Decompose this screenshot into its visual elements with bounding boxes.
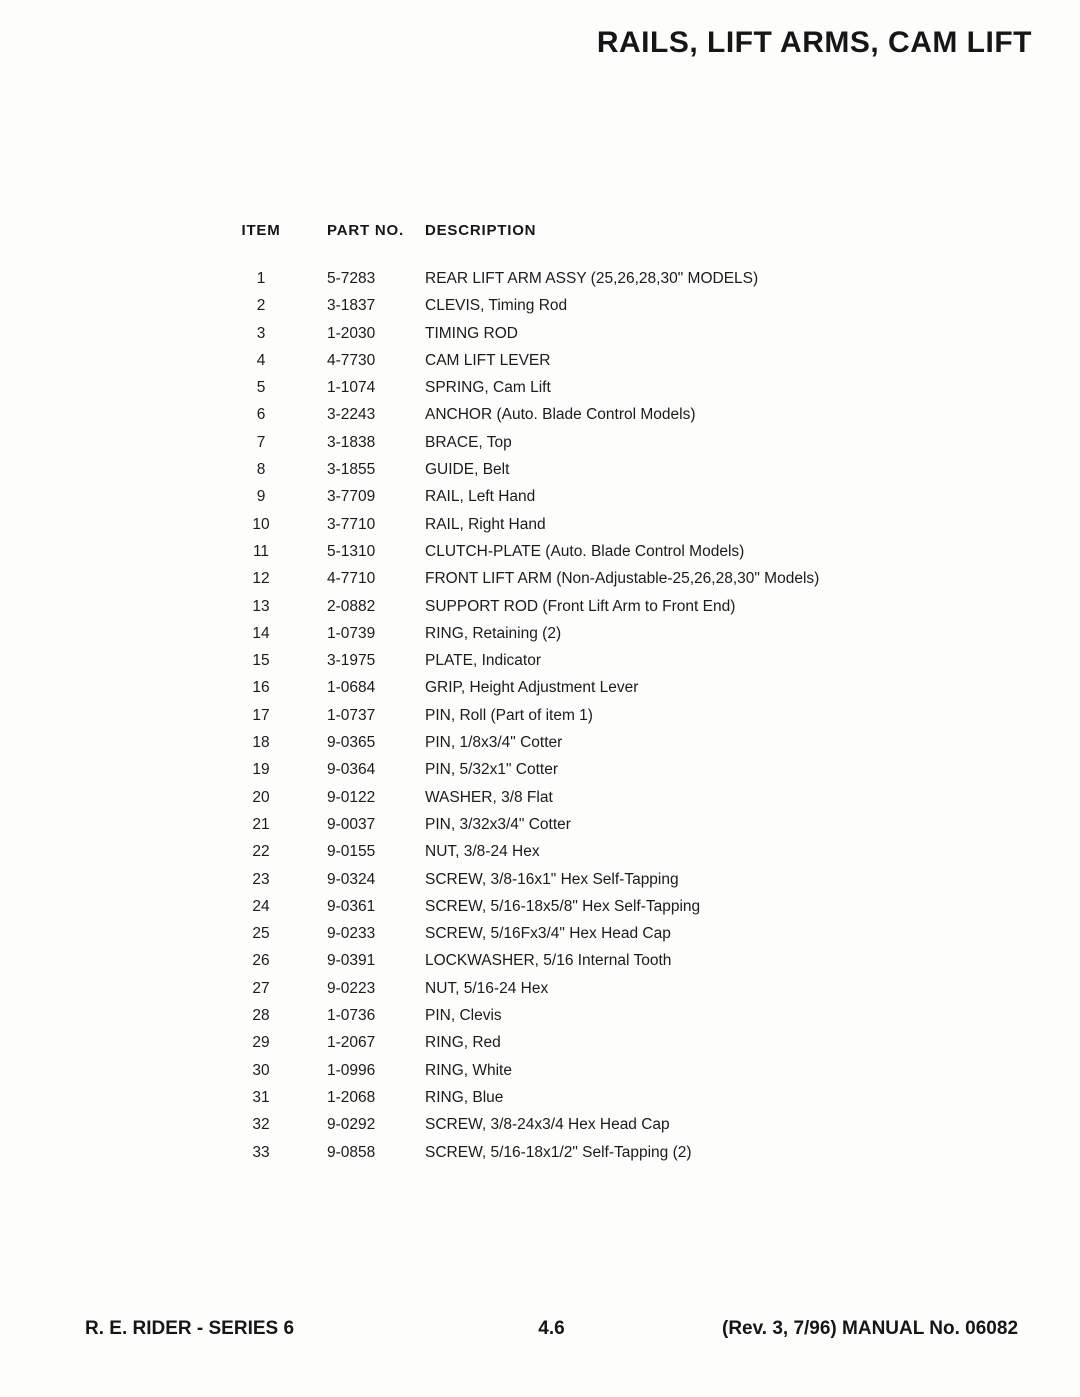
part-description: BRACE, Top	[425, 433, 512, 451]
item-number: 14	[252, 624, 270, 642]
item-number: 23	[252, 870, 270, 888]
footer-page-number: 4.6	[538, 1318, 565, 1339]
item-number: 21	[252, 815, 270, 833]
part-number: 1-1074	[327, 379, 376, 397]
item-number: 2	[256, 297, 266, 315]
part-description: SCREW, 5/16-18x1/2" Self-Tapping (2)	[425, 1143, 692, 1161]
item-number: 4	[256, 351, 266, 369]
part-description: NUT, 3/8-24 Hex	[425, 843, 540, 861]
part-number: 9-0391	[327, 952, 376, 970]
col-header-part-no: PART NO.	[327, 222, 404, 239]
part-description: PLATE, Indicator	[425, 652, 542, 670]
part-number: 1-0996	[327, 1061, 376, 1079]
part-number: 1-0739	[327, 624, 376, 642]
table-row	[238, 1029, 1040, 1056]
table-row	[238, 483, 1040, 510]
part-description: PIN, Clevis	[425, 1007, 502, 1025]
item-number: 12	[252, 570, 270, 588]
part-description: RAIL, Right Hand	[425, 515, 546, 533]
col-header-item: ITEM	[241, 222, 281, 239]
item-number: 11	[252, 542, 270, 560]
part-number: 2-0882	[327, 597, 376, 615]
part-number: 4-7710	[327, 570, 376, 588]
part-description: RING, Red	[425, 1034, 501, 1052]
part-number: 9-0292	[327, 1116, 376, 1134]
part-number: 3-7710	[327, 515, 376, 533]
item-number: 31	[252, 1088, 270, 1106]
page-footer	[85, 1318, 1018, 1340]
part-number: 3-1838	[327, 433, 376, 451]
part-number: 1-2030	[327, 324, 376, 342]
part-number: 9-0233	[327, 925, 376, 943]
table-row	[238, 866, 1040, 893]
footer-model-label: R. E. RIDER - SERIES 6	[85, 1318, 295, 1339]
part-number: 9-0037	[327, 815, 376, 833]
part-description: PIN, Roll (Part of item 1)	[425, 706, 593, 724]
part-description: SPRING, Cam Lift	[425, 379, 551, 397]
table-row	[238, 784, 1040, 811]
table-row	[238, 975, 1040, 1002]
part-description: GUIDE, Belt	[425, 461, 510, 479]
item-number: 28	[252, 1007, 270, 1025]
item-number: 16	[252, 679, 270, 697]
item-number: 18	[252, 734, 270, 752]
part-description: SCREW, 5/16Fx3/4" Hex Head Cap	[425, 925, 671, 943]
item-number: 26	[252, 952, 270, 970]
item-number: 13	[252, 597, 270, 615]
table-row	[238, 947, 1040, 974]
part-description: PIN, 3/32x3/4" Cotter	[425, 815, 571, 833]
part-description: ANCHOR (Auto. Blade Control Models)	[425, 406, 696, 424]
part-description: PIN, 1/8x3/4" Cotter	[425, 734, 563, 752]
part-description: PIN, 5/32x1" Cotter	[425, 761, 559, 779]
part-number: 1-0736	[327, 1007, 376, 1025]
item-number: 19	[252, 761, 270, 779]
part-number: 9-0364	[327, 761, 376, 779]
table-row	[238, 511, 1040, 538]
part-description: RAIL, Left Hand	[425, 488, 536, 506]
part-description: WASHER, 3/8 Flat	[425, 788, 553, 806]
table-row	[238, 1111, 1040, 1138]
table-row	[238, 292, 1040, 319]
footer-revision-label: (Rev. 3, 7/96) MANUAL No. 06082	[722, 1318, 1019, 1339]
part-number: 1-0737	[327, 706, 376, 724]
part-description: SCREW, 3/8-24x3/4 Hex Head Cap	[425, 1116, 670, 1134]
part-description: REAR LIFT ARM ASSY (25,26,28,30" MODELS)	[425, 270, 759, 287]
part-description: SCREW, 3/8-16x1" Hex Self-Tapping	[425, 870, 679, 888]
part-number: 3-1855	[327, 461, 376, 479]
parts-table	[238, 222, 1040, 1166]
part-number: 9-0365	[327, 734, 376, 752]
item-number: 1	[256, 270, 266, 287]
part-number: 1-2067	[327, 1034, 376, 1052]
table-row	[238, 838, 1040, 865]
part-description: FRONT LIFT ARM (Non-Adjustable-25,26,28,30" Models)	[425, 570, 820, 588]
part-number: 9-0155	[327, 843, 376, 861]
part-number: 9-0122	[327, 788, 376, 806]
part-number: 3-1837	[327, 297, 376, 315]
table-row	[238, 456, 1040, 483]
part-number: 1-2068	[327, 1088, 376, 1106]
part-number: 3-2243	[327, 406, 376, 424]
part-description: CLEVIS, Timing Rod	[425, 297, 568, 315]
part-description: GRIP, Height Adjustment Lever	[425, 679, 639, 697]
table-row	[238, 538, 1040, 565]
item-number: 5	[256, 379, 266, 397]
table-row	[238, 920, 1040, 947]
table-row	[238, 1139, 1040, 1166]
table-row	[238, 647, 1040, 674]
part-description: RING, Blue	[425, 1088, 504, 1106]
part-number: 9-0324	[327, 870, 376, 888]
part-number: 3-7709	[327, 488, 376, 506]
part-description: SCREW, 5/16-18x5/8" Hex Self-Tapping	[425, 897, 701, 915]
item-number: 9	[256, 488, 266, 506]
table-row	[238, 1002, 1040, 1029]
table-row	[238, 1057, 1040, 1084]
item-number: 17	[252, 706, 270, 724]
item-number: 32	[252, 1116, 270, 1134]
col-header-description: DESCRIPTION	[425, 222, 537, 239]
part-description: RING, White	[425, 1061, 512, 1079]
part-number: 5-7283	[327, 270, 376, 287]
item-number: 27	[252, 979, 270, 997]
table-row	[238, 1084, 1040, 1111]
table-row	[238, 620, 1040, 647]
item-number: 6	[256, 406, 266, 424]
item-number: 8	[256, 461, 266, 479]
item-number: 29	[252, 1034, 270, 1052]
part-number: 9-0858	[327, 1143, 376, 1161]
page-title: RAILS, LIFT ARMS, CAM LIFT	[596, 26, 1032, 59]
item-number: 10	[252, 515, 270, 533]
table-row	[238, 347, 1040, 374]
table-row	[238, 401, 1040, 428]
parts-table-header	[238, 222, 1040, 239]
item-number: 30	[252, 1061, 270, 1079]
item-number: 15	[252, 652, 270, 670]
part-description: RING, Retaining (2)	[425, 624, 562, 642]
table-row	[238, 674, 1040, 701]
table-row	[238, 374, 1040, 401]
table-row	[238, 893, 1040, 920]
table-row	[238, 756, 1040, 783]
table-row	[238, 429, 1040, 456]
item-number: 24	[252, 897, 270, 915]
part-number: 5-1310	[327, 542, 376, 560]
item-number: 22	[252, 843, 270, 861]
table-row	[238, 320, 1040, 347]
item-number: 25	[252, 925, 270, 943]
part-description: CAM LIFT LEVER	[425, 351, 551, 369]
table-row	[238, 729, 1040, 756]
item-number: 33	[252, 1143, 270, 1161]
item-number: 3	[256, 324, 266, 342]
part-description: TIMING ROD	[425, 324, 518, 342]
part-description: CLUTCH-PLATE (Auto. Blade Control Models)	[425, 542, 745, 560]
item-number: 7	[256, 433, 266, 451]
table-row	[238, 265, 1040, 292]
part-description: SUPPORT ROD (Front Lift Arm to Front End)	[425, 597, 736, 615]
table-row	[238, 702, 1040, 729]
part-description: NUT, 5/16-24 Hex	[425, 979, 549, 997]
part-number: 3-1975	[327, 652, 376, 670]
part-number: 9-0223	[327, 979, 376, 997]
table-row	[238, 811, 1040, 838]
item-number: 20	[252, 788, 270, 806]
part-number: 1-0684	[327, 679, 376, 697]
table-row	[238, 565, 1040, 592]
part-number: 9-0361	[327, 897, 376, 915]
parts-table-body	[238, 265, 1040, 1166]
table-row	[238, 593, 1040, 620]
part-description: LOCKWASHER, 5/16 Internal Tooth	[425, 952, 672, 970]
part-number: 4-7730	[327, 351, 376, 369]
